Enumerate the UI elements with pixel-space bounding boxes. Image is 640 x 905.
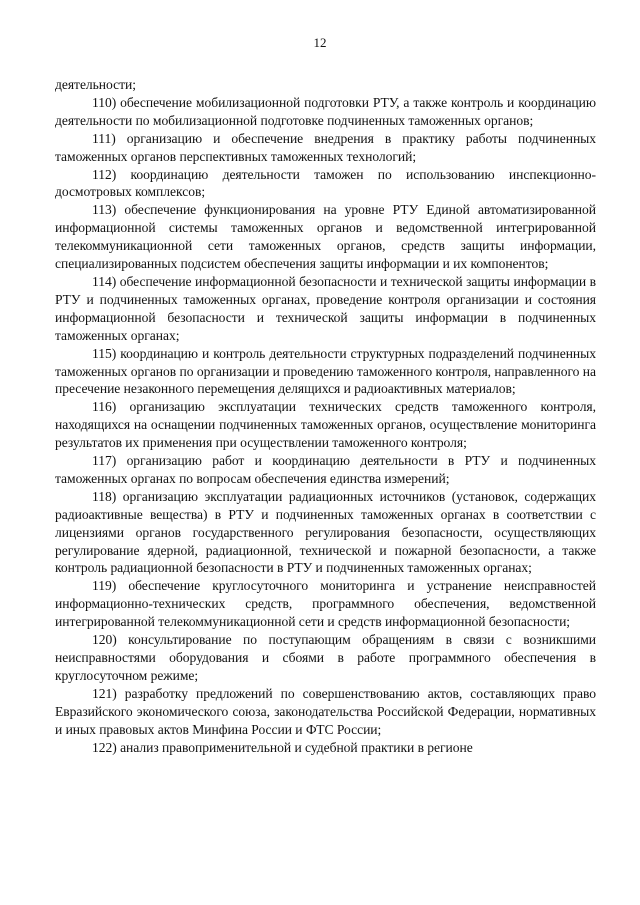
list-item-122: 122) анализ правоприменительной и судебной практики в регионе: [92, 739, 473, 755]
list-item-110: 110) обеспечение мобилизационной подготовки РТУ, а также контроль и координацию деятельности по мобилизационной подготовке подчиненных таможенных органов;: [55, 94, 596, 128]
list-item-117: 117) организацию работ и координацию деятельности в РТУ и подчиненных таможенных органах по вопросам обеспечения единства измерений;: [55, 453, 596, 486]
list-item-118: 118) организацию эксплуатации радиационных источников (установок, содержащих радиоактивные вещества) в РТУ и подчиненных таможенных органах в соответствии с лицензиями органов государственного регулирования безопасности, осуществляющих регулирование ядерной, радиационной, технической и пожарной безопасности, а также контроль радиационной безопасности в РТУ и подчиненных таможенных органах;: [55, 488, 596, 576]
list-item-112: 112) координацию деятельности таможен по использованию инспекционно-досмотровых комплексов;: [55, 166, 596, 200]
list-item-119: 119) обеспечение круглосуточного мониторинга и устранение неисправностей информационно-технических средств, программного обеспечения, ведомственной интегрированной телекоммуникационной сети и средств информационной безопасности;: [55, 578, 596, 630]
list-item-111: 111) организацию и обеспечение внедрения в практику работы подчиненных таможенных органов перспективных таможенных технологий;: [55, 130, 596, 164]
list-item-120: 120) консультирование по поступающим обращениям в связи с возникшими неисправностями оборудования и сбоями в работе программного обеспечения в круглосуточном режиме;: [55, 632, 596, 683]
continued-paragraph: деятельности;: [55, 77, 136, 92]
list-item-116: 116) организацию эксплуатации технических средств таможенного контроля, находящихся на оснащении подчиненных таможенных органов, осуществление мониторинга результатов их применения при осуществлении таможенного контроля;: [55, 399, 596, 451]
list-item-115: 115) координацию и контроль деятельности структурных подразделений подчиненных таможенных органов по организации и проведению таможенного контроля, направленного на пресечение незаконного перемещения делящихся и радиоактивных материалов;: [55, 345, 596, 397]
document-body: [55, 76, 596, 756]
list-item-113: 113) обеспечение функционирования на уровне РТУ Единой автоматизированной информационной системы таможенных органов и ведомственной интегрированной телекоммуникационной сети таможенных органов, средств защиты информации, специализированных подсистем обеспечения защиты информации и их компонентов;: [55, 202, 596, 272]
list-item-114: 114) обеспечение информационной безопасности и технической защиты информации в РТУ и подчиненных таможенных органах, проведение контроля организации и состояния информационной безопасности и технической защиты информации в подчиненных таможенных органах;: [55, 273, 596, 343]
page-number: 12: [313, 35, 327, 50]
list-item-121: 121) разработку предложений по совершенствованию актов, составляющих право Евразийского экономического союза, законодательства Российской Федерации, нормативных и иных правовых актов Минфина России и ФТС России;: [55, 685, 596, 737]
